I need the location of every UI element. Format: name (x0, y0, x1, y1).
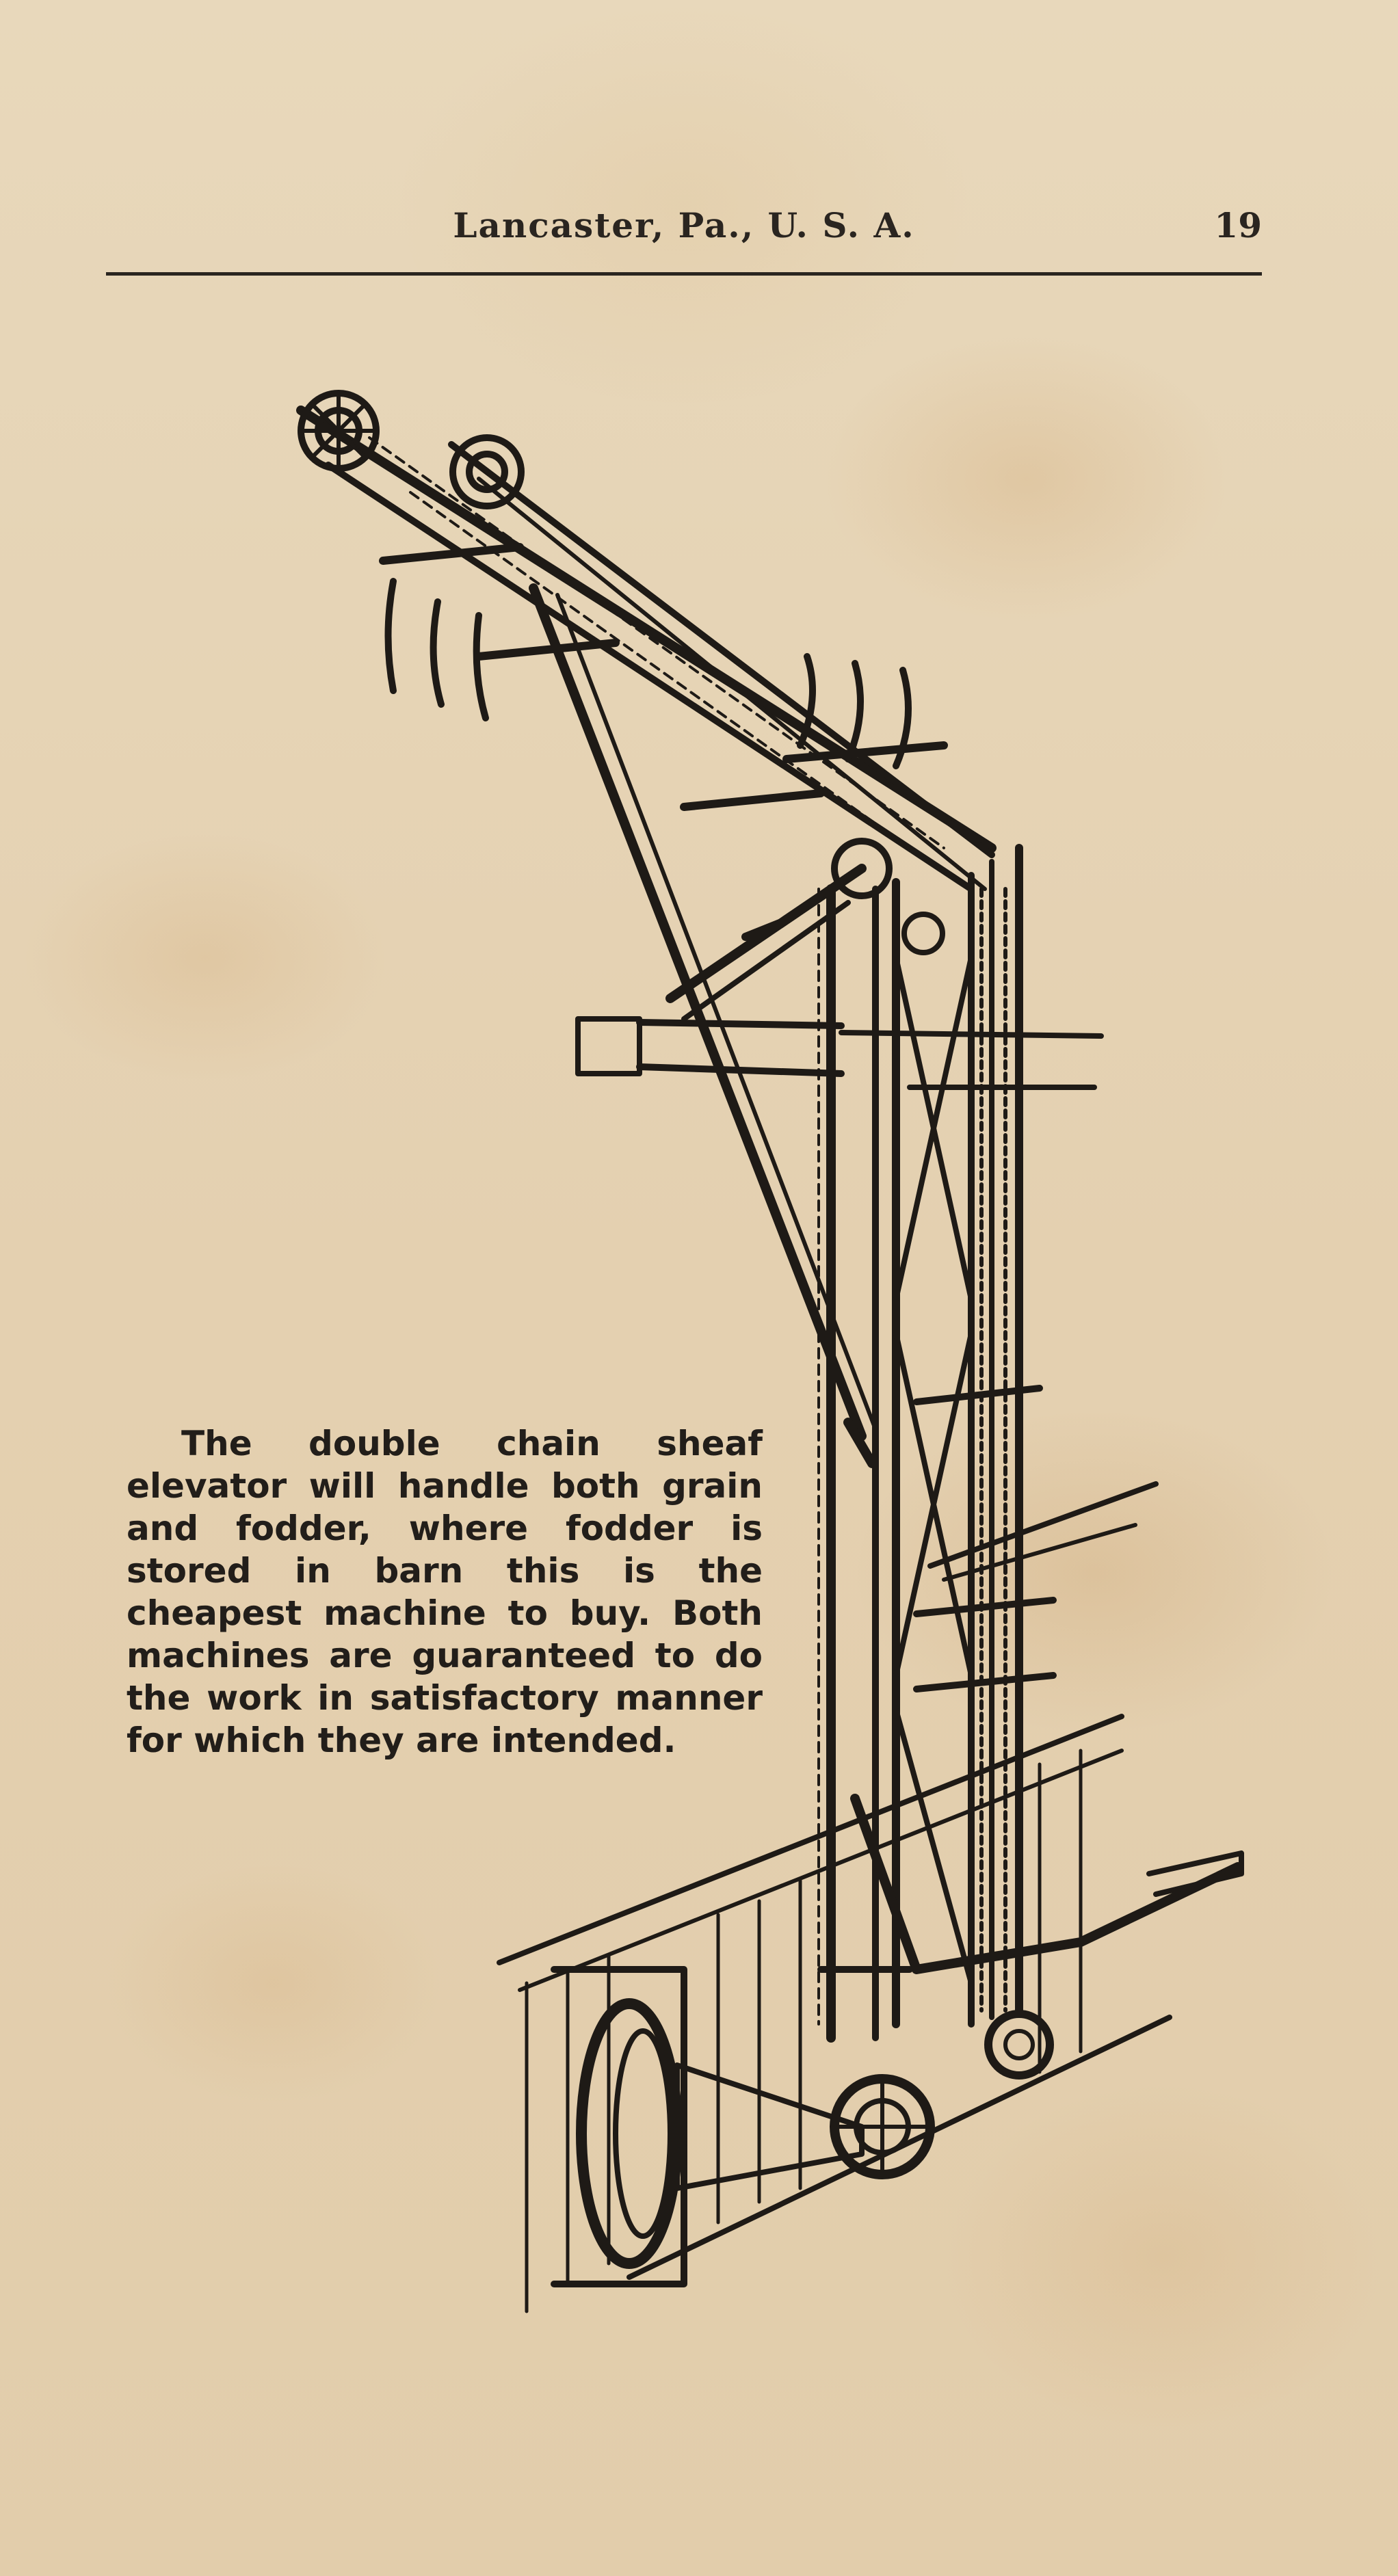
caption-text: The double chain sheaf elevator will handle both grain and fodder, where fodder is stored in barn this is the cheapest machine to buy. Both machines are guaranteed to do the work in satisfactory manner for which they are intended. (127, 1424, 763, 1760)
top-sprocket (301, 393, 521, 506)
page-number: 19 (1214, 205, 1262, 245)
running-head: Lancaster, Pa., U. S. A. (453, 205, 915, 245)
